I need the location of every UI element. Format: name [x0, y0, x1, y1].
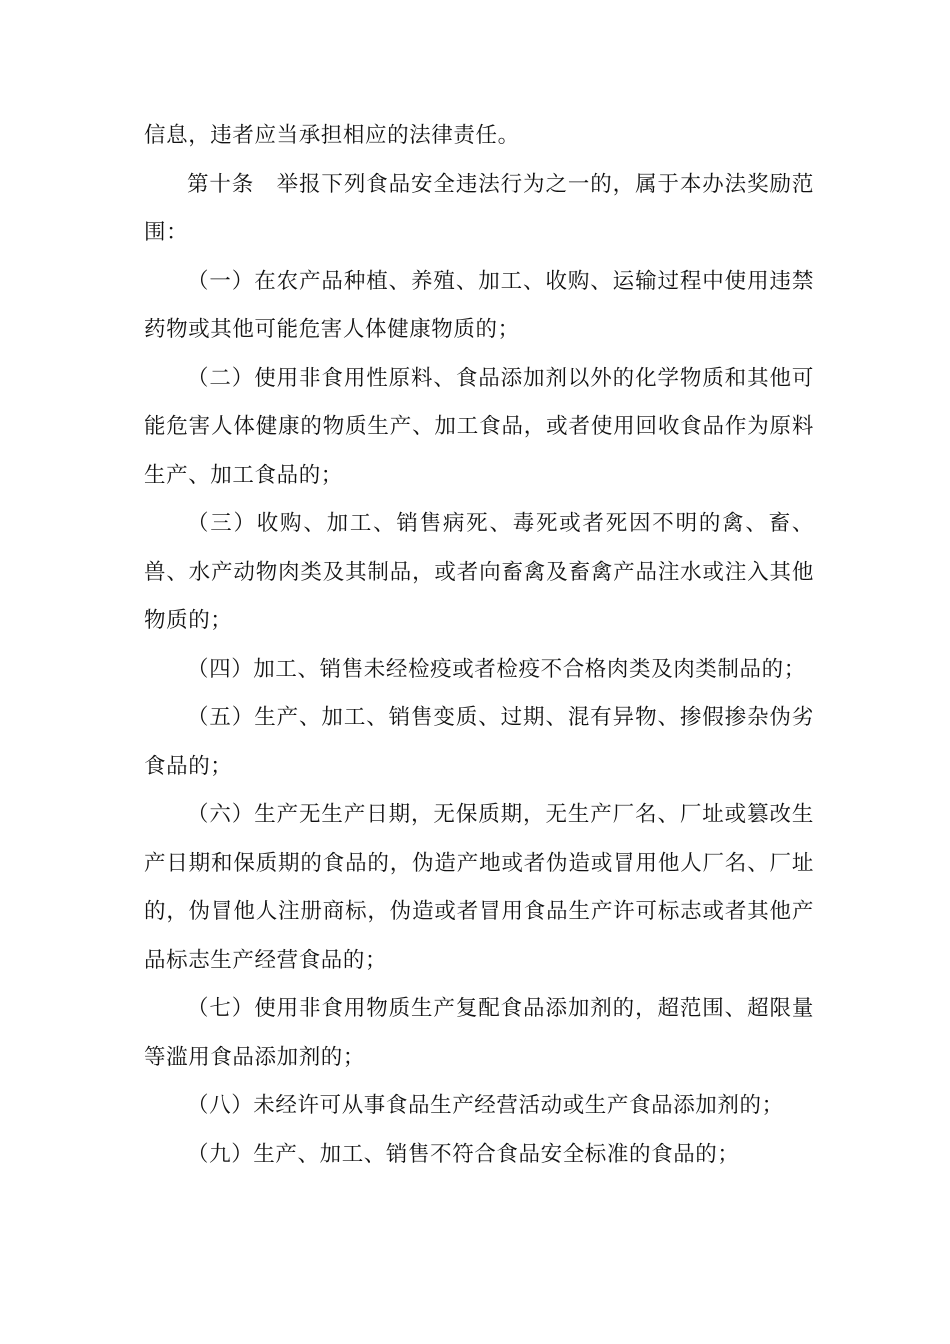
list-item-9: （九）生产、加工、销售不符合食品安全标准的食品的；: [187, 1141, 740, 1167]
list-item-6: （六）生产无生产日期，无保质期，无生产厂名、厂址或篡改生产日期和保质期的食品的，伪造产地或者伪造或冒用他人厂名、厂址的，伪冒他人注册商标，伪造或者冒用食品生产许可标志或者其他产品标志生产经营食品的；: [144, 802, 814, 973]
list-item-7: （七）使用非食用物质生产复配食品添加剂的，超范围、超限量等滥用食品添加剂的；: [144, 996, 814, 1070]
list-item-1: （一）在农产品种植、养殖、加工、收购、运输过程中使用违禁药物或其他可能危害人体健康物质的；: [144, 268, 814, 342]
list-item-5: （五）生产、加工、销售变质、过期、混有异物、掺假掺杂伪劣食品的；: [144, 705, 814, 779]
article-10-heading: 第十条 举报下列食品安全违法行为之一的，属于本办法奖励范围：: [144, 171, 814, 245]
document-body: [144, 112, 814, 1179]
list-item-4: （四）加工、销售未经检疫或者检疫不合格肉类及肉类制品的；: [187, 656, 806, 682]
paragraph-continuation: 信息，违者应当承担相应的法律责任。: [144, 123, 520, 148]
list-item-3: （三）收购、加工、销售病死、毒死或者死因不明的禽、畜、兽、水产动物肉类及其制品，或者向畜禽及畜禽产品注水或注入其他物质的；: [144, 511, 814, 633]
list-item-8: （八）未经许可从事食品生产经营活动或生产食品添加剂的；: [187, 1093, 784, 1118]
list-item-2: （二）使用非食用性原料、食品添加剂以外的化学物质和其他可能危害人体健康的物质生产、加工食品，或者使用回收食品作为原料生产、加工食品的；: [144, 365, 814, 488]
